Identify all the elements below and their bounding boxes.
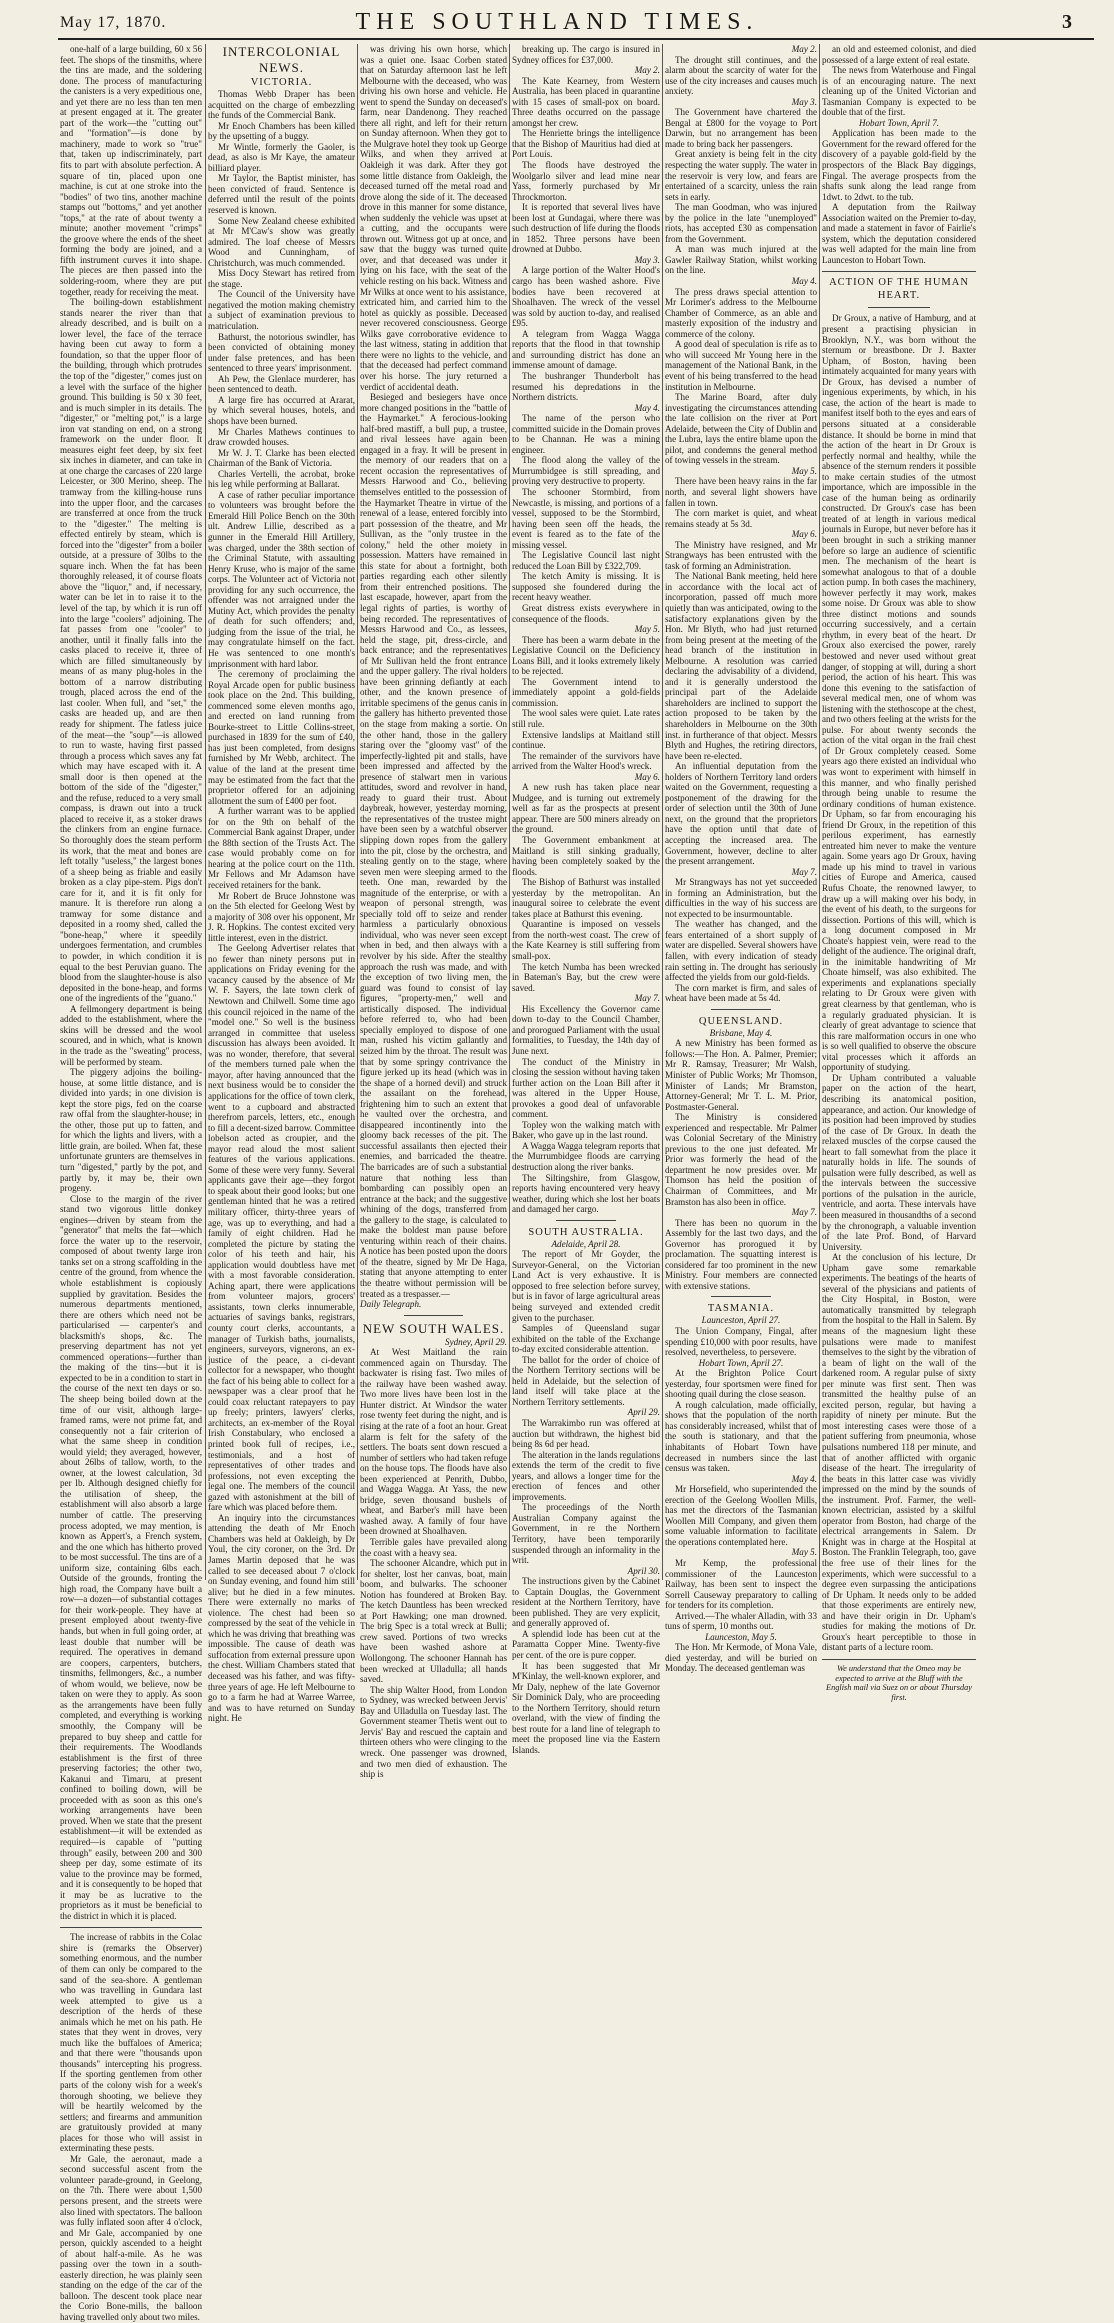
news-item: Mr W. J. T. Clarke has been elected Chairman of the Bank of Victoria. bbox=[208, 447, 355, 469]
news-item: The ketch Amity is missing. It is supposed she foundered during the recent heavy weather. bbox=[512, 571, 660, 603]
article-paragraph: Close to the margin of the river stand two vigorous little donkey engines—driven by steam from the "generator" that melts the fat—which force the water up to the reservoir, composed of about twenty large iron tanks set on a strong scaffolding in the centre of the ground, from whence the whole establishment is copiously supplied by gravitation. Besides the numerous departments mentioned, there are others which need not be particularised — carpenter's and blacksmith's shops, &c. The preserving department has not yet commenced operations—further than the making of the tins—but it is expected to be in a condition to start in the course of the next ten days or so. The sheep being boiled down at the time of our visit, although large-framed rams, were not prime fat, and consequently not a fair criterion of what the same sheep in condition would yield; they averaged, however, about 26lbs of tallow, worth, to the owner, at the lowest calculation, 3d per lb. Although designed chiefly for the utilisation of sheep, the establishment will also absorb a large number of cattle. The preserving process adopted, we may mention, is known as Appert's, a French system, and the one which has hitherto proved to be most successful. The tins are of a uniform size, containing 6lbs each. Outside of the grounds, fronting the high road, the Company have built a row—a dozen—of substantial cottages for their work-people. They have at present employed about twenty-five hands, but when in full going order, at least double that number will be required. The operatives in demand are coopers, carpenters, butchers, tinsmiths, fellmongers, &c., a number of whom would, we believe, now be taken on were they to apply. As soon as the arrangements have been fully completed, and everything is working smoothly, the Company will be prepared to buy sheep and cattle for their requirements. The Woodlands establishment is the first of three preserving factories; the other two, Kakanui and Timaru, at present confined to boiling down, will be proceeded with as soon as this one's working arrangements have been proved. When we state that the present establishment—it will be extended as required—is capable of "putting through" easily, between 200 and 300 sheep per day, some estimate of its value to the province may be formed, and it is consequently to be hoped that it may be as lucrative to the proprietors as it must be beneficial to the district in which it is placed. bbox=[60, 1193, 202, 1921]
article-separator bbox=[711, 1296, 772, 1297]
news-item: The bushranger Thunderbolt has resumed his depredations in the Northern districts. bbox=[512, 370, 660, 403]
dateline: Brisbane, May 4. bbox=[709, 1027, 773, 1038]
news-item: The corn market is quiet, and wheat remains steady at 5s 3d. bbox=[665, 508, 817, 529]
dateline: April 30. bbox=[627, 1565, 660, 1576]
news-item: The Hon. Mr Kermode, of Mona Vale, died yesterday, and will be buried on Monday. The deceased gentleman was bbox=[665, 1642, 817, 1674]
news-item: A good deal of speculation is rife as to who will succeed Mr Young here in the management of the National Bank, in the event of his being transferred to the head institution in Melbourne. bbox=[665, 339, 817, 392]
article-paragraph: The piggery adjoins the boiling-house, at some little distance, and is divided into yards; in one division is kept the store pigs, fed on the coarse raw offal from the slaughter-house; in the other, those put up to fatten, and for which the lights and livers, with a little grain, are boiled. When fat, these unfortunate grunters are themselves in turn "digested," partly by the pot, and partly by, it may be, their own progeny. bbox=[60, 1067, 202, 1194]
news-item: It has been suggested that Mr M'Kinlay, the well-known explorer, and Mr Daly, nephew of the late Governor Sir Dominick Daly, who are proceeding to the Northern Territory, should return overland, with the view of finding the best route for a land line of telegraph to meet the proposed line via the Eastern Islands. bbox=[512, 1660, 660, 1755]
news-item: breaking up. The cargo is insured in Sydney offices for £37,000. bbox=[512, 44, 660, 65]
news-item: Arrived.—The whaler Alladin, with 33 tuns of sperm, 10 months out. bbox=[665, 1610, 817, 1632]
dateline: May 4. bbox=[791, 276, 817, 287]
column-divider bbox=[509, 44, 510, 1580]
dateline: Hobart Town, April 27. bbox=[698, 1357, 784, 1368]
news-item: The man Goodman, who was injured by the police in the late "unemployed" riots, has accepted £30 as compensation from the Government. bbox=[665, 202, 817, 244]
article-separator bbox=[60, 1927, 202, 1928]
news-item: The proceedings of the North Australian Company against the Government, in re the Northern Territory, have been temporarily suspended through an informality in the writ. bbox=[512, 1502, 660, 1566]
column-6 bbox=[822, 44, 976, 1702]
news-item: The Geelong Advertiser relates that no fewer than ninety persons put in applications on Friday evening for the vacancy caused by the absence of Mr W. F. Sayers, the late town clerk of Newtown and Chilwell. Some time ago this council rejoiced in the name of the "model one." So well is the business arranged in committee that useless discussion has always been avoided. It was no wonder, therefore, that several of the members turned pale when the mayor, after having announced that the next business would be to consider the applications for the office of town clerk, went to a cupboard and abstracted therefrom parcels, letters, etc., enough to fill a decent-sized barrow. Committee lobelson acted as croupier, and the mayor read aloud the most salient features of the various applications. Some of these were very funny. Several applicants gave their age—they forgot to speak about their good looks; but one gentleman hinted that he was a retired military officer, thirty-three years of age, was up to everything, and had a family of eight children. Had he completed the picture by stating the color of his teeth and hair, his application would doubtless have met with a most favorable consideration. Aching apart, there were applications from volunteer majors, grocers' assistants, town clerks innumerable, actuaries of savings banks, registrars, county court clerks, accountants, a manager of Turkish baths, journalists, engineers, surveyors, vignerons, an ex-justice of the peace, a ci-devant collector for a newspaper, who thought the fact of his being able to collect for a newspaper was a clear proof that he could coax reluctant ratepayers to pay up freely; printers, lawyers' clerks, architects, an ex-member of the Royal Irish Constabulary, who enclosed a printed book full of recipes, i.e., testimonials, and a host of representatives of other trades and professions, not even excepting the legal one. The members of the council gazed with astonishment at the bill of fare which was placed before them. bbox=[208, 943, 355, 1513]
dateline: May 3. bbox=[634, 254, 660, 265]
section-heading: QUEENSLAND. bbox=[698, 1015, 784, 1027]
news-item: A splendid lode has been cut at the Paramatta Copper Mine. Twenty-five per cent. of the ore is pure copper. bbox=[512, 1628, 660, 1661]
news-item: The Warrakimbo run was offered at auction but withdrawn, the highest bid being 8s 6d per head. bbox=[512, 1418, 660, 1450]
column-1 bbox=[60, 44, 202, 2323]
dateline: May 7. bbox=[791, 1207, 817, 1218]
news-item: Besieged and besiegers have once more changed positions in the "battle of the Haymarket." A ferocious-looking half-bred mastiff, a bull pup, a trustee, and rival lessees have again been engaged in a fray. It will be present in the memory of our readers that on a recent occasion the representatives of Messrs Harwood and Co., believing themselves entitled to the possession of the Haymarket Theatre in virtue of the renewal of a lease, entered forcibly into part possession of the theatre, and Mr Sullivan, as the "only trustee in the colony," held the other moiety in possession. Matters have remained in this state for about a fortnight, both parties regarding each other silently from their entrenched positions. The last escapade, however, apart from the legal rights of parties, is worthy of being recorded. The representatives of Messrs Harwood and Co., as lessees, held the stage, pit, dress-circle, and back entrance; and the representatives of Mr Sullivan held the front entrance and the upper gallery. The rival holders have been grinning defiantly at each other, and the known presence of irritable specimens of the genus canis in the gallery has hitherto prevented those on the stage from making a sortie. On the other hand, those in the gallery staring over the "gloomy vast" of the imperfectly-lighted pit and stalls, have been impressed and affected by the presence of stalwart men in various attitudes, sword and revolver in hand, ready to guard their trust. About daybreak, however, yesterday morning, the representatives of the trustee might have been seen by a watchful observer slipping down ropes from the gallery into the pit, close by the orchestra, and stealing gently on to the stage, where seven men were sleeping armed to the teeth. One man, rewarded by the magnitude of the enterprise, or with a weapon of personal strength, was specially told off to seize and render harmless a particularly obnoxious individual, who was never seen except when in bed, and then always with a revolver by his side. After the stealthy approach the rush was made, and with the exception of two living men, the guard was found to consist of lay figures, "property-men," well and artistically disposed. The individual before referred to, who had been specially employed to dispose of one man, rushed his victim gallantly and seized him by the throat. The result was that by some springy contrivance the figure jerked up its head (which was in the shape of a horned devil) and struck the assailant on the forehead, frightening him to such an extent that he vaulted over the orchestra, and disappeared incontinently into the gloomy back recesses of the pit. The successful assailants then ejected their enemies, and barricaded the theatre. The barricades are of such a substantial nature that nothing less than bombarding can possibly open an entrance at the back; and the suggestive whining of the dogs, transferred from the gallery to the stage, is calculated to make the boldest man pause before venturing within reach of their chains. A notice has been posted upon the doors of the theatre, signed by Mr De Haga, stating that anyone attempting to enter the theatre without permission will be treated as a trespasser.— bbox=[360, 392, 507, 1299]
news-item: Mr Wintle, formerly the Gaoler, is dead, as also is Mr Kaye, the amateur billiard player. bbox=[208, 141, 355, 173]
article-separator bbox=[868, 307, 930, 308]
news-item: There have been heavy rains in the far north, and several light showers have fallen in town. bbox=[665, 476, 817, 508]
article-separator bbox=[822, 1659, 976, 1660]
dateline: Sydney, April 29. bbox=[445, 1336, 507, 1347]
newspaper-title: THE SOUTHLAND TIMES. bbox=[355, 9, 759, 35]
dateline: May 2. bbox=[791, 44, 817, 54]
news-item: The National Bank meeting, held here in accordance with the local act of incorporation, passed off much more quietly than was anticipated, owing to the satisfactory explanations given by the Hon. Mr Blyth, who had just returned from being present at the meeting of the head branch of the institution in Melbourne. A resolution was carried declaring the advisability of a dividend, and it is generally understood the principal part of the Adelaide shareholders are inclined to support the action proposed to be taken by the shareholders in Melbourne on the 30th inst. in furtherance of that object. Messrs Blyth and Hughes, the retiring directors, have been re-elected. bbox=[665, 571, 817, 761]
section-heading: ACTION OF THE HUMAN HEART. bbox=[829, 277, 969, 302]
column-4 bbox=[512, 44, 660, 1755]
news-item: A further warrant was to be applied for on the 9th on behalf of the Commercial Bank against Draper, under the 88th section of the Trusts Act. The case would probably come on for hearing at the police court on the 11th. Mr Fellows and Mr Adamson have received retainers for the bank. bbox=[208, 806, 355, 891]
news-item: The corn market is firm, and sales of wheat have been made at 5s 4d. bbox=[665, 982, 817, 1004]
column-divider bbox=[662, 44, 663, 1580]
news-item: The alteration in the lands regulations extends the term of the credit to five years, and allows a longer time for the erection of fences and other improvements. bbox=[512, 1449, 660, 1502]
news-item: The schooner Alcandre, which put in for shelter, lost her canvas, boat, main boom, and bulwarks. The schooner Notion has foundered at Broken Bay. The ketch Dauntless has been wrecked at Port Hawking; one man drowned. The brig Spec is a total wreck at Bulli; crew saved. Portions of two wrecks have been washed ashore at Wollongong. The schooner Hannah has been wrecked at Ulladulla; all hands saved. bbox=[360, 1558, 507, 1685]
news-item: Topley won the walking match with Baker, who gave up in the last round. bbox=[512, 1119, 660, 1141]
news-item: Terrible gales have prevailed along the coast with a heavy sea. bbox=[360, 1537, 507, 1558]
news-item: The ketch Numba has been wrecked in Bateman's Bay, but the crew were saved. bbox=[512, 961, 660, 993]
news-item: The Council of the University have negatived the motion making chemistry a subject of examination previous to matriculation. bbox=[208, 289, 355, 332]
dateline: May 7. bbox=[791, 866, 817, 877]
news-item: A deputation from the Railway Association waited on the Premier to-day, and made a statement in favor of Fairlie's system, which the deputation considered was well adapted for the main line from Launceston to Hobart Town. bbox=[822, 202, 976, 265]
news-item: A large fire has occurred at Ararat, by which several houses, hotels, and shops have been burned. bbox=[208, 394, 355, 426]
news-item: The Government have chartered the Bengal at £800 for the voyage to Port Darwin, but no arrangement has been made to bring back her passengers. bbox=[665, 107, 817, 149]
news-item: A case of rather peculiar importance to volunteers was brought before the Emerald Hill Police Bench on the 30th ult. Andrew Lillie, described as a gunner in the Emerald Hill Artillery, was charged, under the 38th section of the Criminal Statute, with assaulting Henry Kruse, who is major of the same corps. The Volunteer act of Victoria not providing for any such occurrence, the offender was not arraigned under the Mutiny Act, which provides the penalty of death for such offenders; and, judging from the issue of the trial, he may congratulate himself on the fact. He was sentenced to one month's imprisonment with hard labor. bbox=[208, 489, 355, 669]
news-item: The wool sales were quiet. Late rates still rule. bbox=[512, 708, 660, 729]
section-heading: TASMANIA. bbox=[707, 1303, 775, 1315]
news-item: The weather has changed, and the fears entertained of a short supply of water are dispelled. Several showers have fallen, with every indication of steady rain setting in. The drought has seriously affected the yields from our gold-fields. bbox=[665, 919, 818, 983]
news-item: Bathurst, the notorious swindler, has been convicted of obtaining money under false pretences, and has been sentenced to three years' imprisonment. bbox=[208, 331, 355, 374]
dateline: May 5. bbox=[791, 465, 817, 476]
dateline: May 2. bbox=[634, 65, 660, 76]
news-item: Mr Kemp, the professional commissioner of the Launceston Railway, has been sent to inspect the Sorrell Causeway preparatory to calling for tenders for its completion. bbox=[665, 1558, 817, 1611]
news-item: The drought still continues, and the alarm about the scarcity of water for the use of the city increases and causes much anxiety. bbox=[665, 54, 817, 97]
article-paragraph: The boiling-down establishment stands nearer the river than that already described, and is built on a lower level, the face of the terrace having been cut away to form a foundation, so that the upper floor of the building, through which protrudes the top of the "digester," comes just on a level with the surface of the higher ground. This building is 50 x 30 feet, and is much simpler in its details. The "digester," or "melting pot," is a large iron vat standing on end, on a strong framework on the under floor. It measures eight feet deep, by six feet six inches in diameter, and can take in at one charge the carcases of 220 large Leicester, or 300 Merino, sheep. The tramway from the killing-house runs into the upper floor, and the carcases are transferred at once from the truck to the "digester." The melting is effected entirely by steam, which is forced into the "digester" from a boiler outside, at a pressure of 30lbs to the square inch. When the fat has been thoroughly released, it of course floats above the "liquor," and, if necessary, water can be let in to raise it to the level of the tap, by which it is run off into the large "coolers" adjoining. The fat passes from one "cooler" to another, until it finally falls into the casks placed to receive it, three of which are filled simultaneously by means of as many plug-holes in the bottom of a narrow distributing trough, placed across the end of the last cooler. When full, and "set," the casks are headed up, and are then ready for shipment. The fatless juice of the meat—the "soup"—is allowed to run to waste, having first passed through a process which saves any fat which may have escaped with it. A small door is then opened at the bottom of the side of the "digester," and the refuse, reduced to a very small compass, is drawn out into a truck placed to receive it, as a stoker draws the clinkers from an engine furnace. So thoroughly does the steam perform its work, that the meat and bones are left totally "useless," the largest bones of a sheep being as friable and easily broken as a clay pipe-stem. Pigs don't care for it, and it is fit only for manure. It is therefore run along a tramway for some distance and deposited in a roomy shed, called the "bone-heap," where it speedily undergoes fermentation, and crumbles to powder, in which condition it is equal to the best Peruvian guano. The blood from the slaughter-house is also deposited in the bone-heap, and forms one of the ingredients of the "guano." bbox=[60, 297, 202, 1004]
news-item: Mr Charles Mathews continues to draw crowded houses. bbox=[208, 426, 355, 448]
news-item: The news from Waterhouse and Fingal is of an encouraging nature. The next cleaning up of the United Victorian and Tasmanian Company is expected to be double that of the first. bbox=[822, 65, 976, 118]
news-item: Thomas Webb Draper has been acquitted on the charge of embezzling the funds of the Commercial Bank. bbox=[208, 89, 355, 121]
article-paragraph: one-half of a large building, 60 x 56 feet. The shops of the tinsmiths, where the tins are made, and the soldering done. The process of manufacturing the canisters is a very expeditious one, and yet there are no less than ten men at present engaged at it. The greater part of the work—the "cutting out" and "formation"—is done by machinery, made to work so "true" that, taken up indiscriminately, part fits to part with absolute perfection. A square of tin, placed upon one machine, is cut at one stroke into the "bodies" of two tins, another machine stamps out "bottoms," and yet another "tops," at the rate of about twenty a minute; another movement "crimps" the groove where the ends of the sheet forming the body are joined, and a fifth instrument curves it into shape. The pieces are then passed into the soldering-room, where they are put together, ready for receiving the meat. bbox=[60, 44, 202, 297]
dateline: May 7. bbox=[634, 993, 660, 1004]
dateline: Launceston, May 5. bbox=[705, 1631, 777, 1642]
news-item: The ship Walter Hood, from London to Sydney, was wrecked between Jervis' Bay and Ulladulla on Tuesday last. The Government steamer Thetis went out to Jervis' Bay and rescued the captain and thirteen others who were clinging to the wreck. One passenger was drowned, and two men died of exhaustion. The ship is bbox=[360, 1684, 507, 1780]
news-item: The ceremony of proclaiming the Royal Arcade open for public business took place on the 2nd. This building, commenced some eleven months ago, and erected on land running from Bourke-street to Little Collins-street, purchased in 1839 for the sum of £40, has just been completed, from designs furnished by Mr Webb, architect. The value of the land at the present time may be estimated from the fact that the proprietor offered for an adjoining allotment the sum of £400 per foot. bbox=[208, 669, 355, 806]
news-item: The report of Mr Goyder, the Surveyor-General, on the Victorian Land Act is very exhaustive. It is opposed to free selection before survey, but is in favor of large agricultural areas being surveyed and extended credit given to the purchaser. bbox=[512, 1249, 660, 1323]
news-item: Charles Vertelli, the acrobat, broke his leg while performing at Ballarat. bbox=[208, 468, 355, 490]
news-item: Mr Taylor, the Baptist minister, has been convicted of fraud. Sentence is deferred until the result of the points reserved is known. bbox=[208, 173, 355, 216]
article-paragraph: Dr Upham contributed a valuable paper on the action of the heart, describing its anatomical position, appearance, and action. Our knowledge of its position had been improved by studies of the case of Dr Groux. In death the relaxed muscles of the corpse caused the heart to fall somewhat from the place it naturally holds in life. The sounds of pulsation were fully described, as well as the intervals between the successive portions of the pulsation in the auricle, ventricle, and aorta. These intervals have been measured in thousandths of a second by the chronograph, a valuable invention of the late Prof. Bond, of Harvard University. bbox=[822, 1072, 976, 1252]
news-item: The ballot for the order of choice of the Northern Territory sections will be held in Adelaide, but the selection of land itself will take place at the Northern Territory settlements. bbox=[512, 1354, 660, 1407]
news-item: It is reported that several lives have been lost at Gundagai, where there was such destruction of life during the floods in 1852. Three persons have been drowned at Dubbo. bbox=[512, 202, 660, 255]
dateline: Adelaide, April 28. bbox=[551, 1238, 621, 1249]
news-item: The Henriette brings the intelligence that the Bishop of Mauritius had died at Port Louis. bbox=[512, 128, 660, 160]
dateline: May 4. bbox=[634, 402, 660, 413]
news-item: Great anxiety is being felt in the city respecting the water supply. The water in the reservoir is very low, and fears are entertained of a scarcity, unless the rain sets in early. bbox=[665, 149, 817, 202]
dateline: May 5. bbox=[634, 624, 660, 635]
masthead bbox=[0, 0, 1114, 40]
news-item: The remainder of the survivors have arrived from the Walter Hood's wreck. bbox=[512, 750, 660, 772]
news-item: A Wagga Wagga telegram reports that the Murrumbidgee floods are carrying destruction along the river banks. bbox=[512, 1140, 660, 1172]
news-item: The Legislative Council last night reduced the Loan Bill by £322,709. bbox=[512, 550, 660, 571]
news-item: The Bishop of Bathurst was installed yesterday by the metropolitan. An inaugural soiree to celebrate the event takes place at Bathurst this evening. bbox=[512, 877, 660, 919]
news-item: At West Maitland the rain commenced again on Thursday. The backwater is rising fast. Two miles of the railway have been washed away. Two more lives have been lost in the Hunter district. At Windsor the water rose twenty feet during the night, and is rising at the rate of a foot an hour. Great alarm is felt for the safety of the settlers. The boats sent down rescued a number of settlers who had taken refuge on the house tops. The floods have also been experienced at Penrith, Dubbo, and Wagga Wagga. At Yass, the new bridge, seven thousand bushels of wheat, and Barber's mill have been washed away. A family of four have been drowned at Shoalhaven. bbox=[360, 1347, 507, 1537]
dateline: May 4. bbox=[791, 1473, 817, 1484]
news-item: Mr Robert de Bruce Johnstone was on the 5th elected for Geelong West by a majority of 308 over his opponent, Mr J. R. Hopkins. The contest excited very little interest, even in the district. bbox=[208, 890, 355, 943]
dateline: April 29. bbox=[627, 1407, 660, 1418]
source-credit: Daily Telegraph. bbox=[360, 1299, 422, 1310]
news-item: Some New Zealand cheese exhibited at Mr M'Caw's show was greatly admired. The loaf cheese of Messrs Wood and Cunningham, of Christchurch, was much commended. bbox=[208, 215, 355, 268]
article-paragraph: Mr Gale, the aeronaut, made a second successful ascent from the volunteer parade-ground, in Geelong, on the 7th. There were about 1,500 persons present, and the streets were also lined with spectators. The balloon was fully inflated soon after 4 o'clock, and Mr Gale, accompanied by one person, quickly ascended to a height of about half-a-mile. As he was passing over the town in a south-easterly direction, he was plainly seen standing on the edge of the car of the balloon. The descent took place near the Corio Bone-mills, the balloon having travelled only about two miles. bbox=[60, 2153, 202, 2323]
news-item: A new rush has taken place near Mudgee, and is turning out extremely well as far as the prospects at present appear. There are 500 miners already on the ground. bbox=[512, 782, 660, 835]
news-item: A rough calculation, made officially, shows that the population of the north has considerably increased, whilst that of the south is stationary, and that the inhabitants of Hobart Town have decreased in numbers since the last census was taken. bbox=[665, 1399, 817, 1474]
article-separator bbox=[556, 1220, 615, 1221]
section-heading: NEW SOUTH WALES. bbox=[362, 1320, 505, 1336]
news-item: The Siltingshire, from Glasgow, reports having encountered very heavy weather, during which she lost her boats and damaged her cargo. bbox=[512, 1172, 660, 1215]
news-item: Mr Enoch Chambers has been killed by the upsetting of a buggy. bbox=[208, 120, 355, 142]
masthead-rule bbox=[58, 38, 1094, 40]
column-divider bbox=[819, 44, 820, 1580]
news-item: Quarantine is imposed on vessels from the north-west coast. The crew of the Kate Kearney is still suffering from small-pox. bbox=[512, 919, 660, 962]
news-item: At the Brighton Police Court yesterday, four sportsmen were fined for shooting quail during the close season. bbox=[665, 1368, 817, 1400]
column-2 bbox=[208, 44, 355, 1724]
news-item: An influential deputation from the holders of Northern Territory land orders waited on the Government, requesting a postponement of the drawing for the order of selection until the 30th of June next, on the ground that the proprietors have the option until that date of accepting the increased area. The Government, however, decline to alter the present arrangement. bbox=[665, 761, 817, 867]
shipping-note: We understand that the Omeo may be expected to arrive at the Bluff with the English mail via Suez on or about Thursday first. bbox=[826, 1663, 972, 1702]
news-item: The Kate Kearney, from Western Australia, has been placed in quarantine with 15 cases of small-pox on board. Three deaths occurred on the passage amongst her crew. bbox=[512, 75, 660, 128]
column-divider bbox=[205, 44, 206, 1580]
section-heading: INTERCOLONIAL NEWS. bbox=[222, 44, 341, 75]
news-item: The flood along the valley of the Murrumbidgee is still spreading, and proving very destructive to property. bbox=[512, 455, 660, 487]
section-subheading: VICTORIA. bbox=[250, 77, 313, 88]
section-heading: SOUTH AUSTRALIA. bbox=[528, 1226, 644, 1238]
news-item: Extensive landslips at Maitland still continue. bbox=[512, 729, 660, 751]
news-item: There has been no quorum in the Assembly for the last two days, and the Governor has prorogued it by proclamation. The squatting interest is considered far too prominent in the new Ministry. Four members are connected with extensive stations. bbox=[665, 1217, 817, 1291]
column-5 bbox=[665, 44, 818, 1674]
news-item: The floods have destroyed the Woolgarlo silver and lead mine near Yass, formerly purchased by Mr Throckmorton. bbox=[512, 160, 660, 202]
dateline: May 3. bbox=[791, 96, 817, 107]
news-item: Application has been made to the Government for the reward offered for the discovery of a payable gold-field by the prospectors of the Black Bay diggings, Fingal. The average prospects from the shafts sunk along the lead range from 1dwt. to 2dwt. to the tub. bbox=[822, 128, 976, 202]
news-item: Miss Docy Stewart has retired from the stage. bbox=[208, 268, 355, 289]
dateline: Launceston, April 27. bbox=[701, 1315, 781, 1326]
column-divider bbox=[357, 44, 358, 1580]
article-paragraph: Dr Groux, a native of Hamburg, and at present a practising physician in Brooklyn, N.Y., was born without the sternum or breastbone. Dr J. Baxter Upham, of Boston, having been intimately acquainted for many years with Dr Groux, has devised a number of ingenious experiments, by which, in his case, the action of the heart is made to manifest itself both to the eyes and ears of persons situated at a considerable distance. It should be borne in mind that the action of the heart in Dr Groux is perfectly normal and healthy, while the absence of the sternum renders it possible to make certain studies of the utmost importance, which are impossible in the case of the human being as ordinarily constructed. Dr Groux's case has been treated of at length in various medical journals in Europe, but never before has it been brought in such a striking manner before so large an audience of scientific men. The mechanism of the heart is somewhat analogous to that of a double action pump. In both cases the machinery, however perfectly it may work, makes some noise. Dr Groux was able to show three distinct motions and sounds occurring successively, and a certain rhythm, in every beat of the heart. Dr Groux also exercised the power, rarely bestowed and never used without great danger, of stopping at will, during a short period, the action of his heart. This was done this evening to the satisfaction of several medical men, one of whom was listening with the stethoscope at the chest, and two others feeling at the wrists for the pulse. For about twenty seconds the action of the vital organ in the frail chest of Dr Groux completely ceased. Some years ago there existed an individual who was wont to experiment with himself in this manner, and who finally perished through being unable to resume the ordinary conditions of human existence. Dr Upham, so far from encouraging his friend Dr Groux, in the repetition of this perilous experiment, has earnestly entreated him never to make the venture again. Some years ago Dr Groux, having made up his mind to travel in various cities of Europe and America, caused Rufus Choate, the renowned lawyer, to draw up a will making over his body, in the event of his death, to the surgeons for dissection. Portions of this will, which is a long document composed in Mr Choate's happiest vein, were read to the delight of the audience. The original draft, in the inimitable handwriting of Mr Choate himself, was also exhibited. The experiments and explanations specially relating to Dr Groux were given with great clearness by that gentleman, who is a regularly graduated physician. It is clearly of great advantage to science that this rare malformation occurs in one who is so well qualified to observe the obscure vital processes which it affords an opportunity of studying. bbox=[822, 313, 976, 1073]
article-paragraph: The increase of rabbits in the Colac shire is (remarks the Observer) something enormous, and the number of them can only be compared to the sand of the sea-shore. A gentleman who was travelling in Gundara last week attempted to give us a description of the herds of these animals which he met on his path. He states that they went in droves, very much like the buffaloes of America; and that there were "thousands upon thousands" intercepting his progress. If the sporting gentlemen from other parts of the colony wish for a week's thorough shooting, we believe they will be heartily welcomed by the settlers; and firearms and ammunition are gratuitously provided at many places for those who will assist in exterminating these pests. bbox=[60, 1932, 202, 2154]
news-item: A new Ministry has been formed as follows:—The Hon. A. Palmer, Premier; Mr R. Ramsay, Treasurer; Mr Walsh, Minister of Public Works; Mr Thomson, Minister of Lands; Mr Bramston, Attorney-General; Mr T. L. M. Prior, Postmaster-General. bbox=[665, 1038, 817, 1112]
article-paragraph: A fellmongery department is being added to the establishment, where the skins will be dressed and the wool scoured, and in which, what is known in the trade as the "sweating" process, will be performed by steam. bbox=[60, 1003, 202, 1067]
news-item: The Marine Board, after duly investigating the circumstances attending the late collision on the river at Port Adelaide, between the City of Dublin and the Lubra, lays the entire blame upon the pilot, and condemns the general method of towing vessels in the stream. bbox=[665, 392, 817, 466]
news-item: A man was much injured at the Gawler Railway Station, whilst working on the line. bbox=[665, 244, 817, 276]
news-item: The press draws special attention to Mr Lorimer's address to the Melbourne Chamber of Commerce, as an able and masterly exposition of the industry and commerce of the colony. bbox=[665, 286, 817, 339]
news-item: Great distress exists everywhere in consequence of the floods. bbox=[512, 602, 660, 624]
news-item: There has been a warm debate in the Legislative Council on the Deficiency Loans Bill, and it looks extremely likely to be rejected. bbox=[512, 634, 660, 677]
page-number: 3 bbox=[1062, 11, 1072, 33]
news-item: Mr Strangways has not yet succeeded in forming an Administration, but the difficulties in the way of his success are not expected to be insurmountable. bbox=[665, 877, 817, 919]
dateline: May 6. bbox=[791, 529, 817, 540]
news-item: The schooner Stormbird, from Newcastle, is missing, and portions of a vessel, supposed to be the Stormbird, having been seen off the heads, the event is feared as to the fate of the missing vessel. bbox=[512, 486, 660, 550]
news-item: The Government intend to immediately appoint a gold-fields commission. bbox=[512, 676, 660, 708]
news-item: The conduct of the Ministry in closing the session without having taken further action on the Loan Bill after it was altered in the Upper House, provokes a good deal of unfavorable comment. bbox=[512, 1056, 660, 1120]
news-item: an old and esteemed colonist, and died possessed of a large extent of real estate. bbox=[822, 44, 976, 65]
news-item: His Excellency the Governor came down to-day to the Council Chamber, and prorogued Parliament with the usual formalities, to Tuesday, the 14th day of June next. bbox=[512, 1003, 660, 1056]
news-item: The Government embankment at Maitland is still sinking gradually, having been completely soaked by the floods. bbox=[512, 835, 660, 877]
news-item: The Ministry have resigned, and Mr Strangways has been entrusted with the task of forming an Administration. bbox=[665, 539, 817, 571]
article-separator bbox=[711, 1009, 772, 1010]
article-separator bbox=[404, 1315, 463, 1316]
news-item: The instructions given by the Cabinet to Captain Douglas, the Government resident at the Northern Territory, have been published. They are very explicit, and generally approved of. bbox=[512, 1576, 660, 1629]
news-item: The Union Company, Fingal, after spending £10,000 with poor results, have resolved, nevertheless, to persevere. bbox=[665, 1325, 817, 1358]
news-item: The name of the person who committed suicide in the Domain proves to be Channan. He was a mining engineer. bbox=[512, 413, 660, 455]
dateline: Hobart Town, April 7. bbox=[858, 117, 940, 128]
news-item: Mr Horsefield, who superintended the erection of the Geelong Woollen Mills, has met the directors of the Tasmanian Woollen Mill Company, and given them some valuable information to facilitate the operations contemplated here. bbox=[665, 1484, 817, 1547]
news-item: Samples of Queensland sugar exhibited on the table of the Exchange to-day excited considerable attention. bbox=[512, 1323, 660, 1355]
news-item: A large portion of the Walter Hood's cargo has been washed ashore. Five bodies have been recovered at Shoalhaven. The wreck of the vessel was sold by auction to-day, and realised £95. bbox=[512, 265, 660, 329]
news-item: was driving his own horse, which was a quiet one. Isaac Corben stated that on Saturday afternoon last he left Melbourne with the deceased, who was driving his own horse and vehicle. He went to spend the Sunday on deceased's farm, near Dandenong. They reached there all right, and left for their return on Sunday afternoon. When they got to the Mulgrave hotel they took up George Wilks, and when they arrived at Oakleigh it was dark. After they got some little distance from Oakleigh, the deceased turned off the metal road and drove along the side of it. The deceased drove in this manner for some distance, when suddenly the vehicle was upset at a cutting, and the occupants were thrown out. Witness got up at once, and saw that the buggy was turned quite over, and that deceased was under it lying on his face, with the seat of the vehicle resting on his back. Witness and Mr Wilks at once went to his assistance, extricated him, and carried him to the hotel as quickly as possible. Deceased never recovered consciousness. George Wilks gave corroborative evidence to the last witness, stating in addition that there were no lights to the vehicle, and that the deceased had perfect command over his horse. The jury returned a verdict of accidental death. bbox=[360, 44, 507, 392]
dateline: May 5. bbox=[791, 1547, 817, 1558]
news-item: The Ministry is considered experienced and respectable. Mr Palmer was Colonial Secretary of the Ministry previous to the one just defeated. Mr Prior was formerly the head of the department he now presides over. Mr Thomson has held the position of Chairman of Committees, and Mr Bramston has also been in office. bbox=[665, 1112, 817, 1207]
news-item: A telegram from Wagga Wagga reports that the flood in that township and surrounding district has done an immense amount of damage. bbox=[512, 328, 660, 371]
column-3 bbox=[360, 44, 507, 1780]
article-separator bbox=[822, 271, 976, 272]
news-item: Ah Pew, the Glenlace murderer, has been sentenced to death. bbox=[208, 373, 355, 395]
dateline: May 6. bbox=[634, 771, 660, 782]
issue-date: May 17, 1870. bbox=[60, 14, 167, 31]
article-paragraph: At the conclusion of his lecture, Dr Upham gave some remarkable experiments. The beatings of the hearts of several of the physicians and patients of the City Hospital, in Boston, were automatically transmitted by telegraph from the hospital to the Hall in Salem. By means of the magnesium light these pulsations were made to manifest themselves to the sight by the vibration of a beam of light on the wall of the darkened room. A regular pulse of sixty per minute was first sent. Then was transmitted the healthy pulse of an excited person, regular, but having a rapidity of ninety per minute. But the most interesting cases were those of a patient suffering from pneumonia, whose pulsations numbered 118 per minute, and that of another afflicted with organic disease of the heart. The irregularity of the beats in this latter case was vividly impressed on the mind by the sounds of the instrument. Prof. Farmer, the well-known electrician, assisted by a skilful operator from Boston, had charge of the electrical arrangements in Salem. Dr Knight was in charge at the Hospital at Boston. The Franklin Telegraph, too, gave the free use of their lines for the experiments, which were successful to a degree even surpassing the anticipations of Dr Upham. It needs only to be added that those experiments are entirely new, and have their origin in Dr. Upham's studies for making the motions of Dr. Groux's heart perceptible to those in distant parts of a lecture room. bbox=[822, 1252, 976, 1653]
news-item: An inquiry into the circumstances attending the death of Mr Enoch Chambers was held at Oakleigh, by Dr Youl, the city coroner, on the 3rd. Dr James Martin deposed that he was called to see deceased about 7 o'clock on Sunday evening, and found him still alive; but he died in a few minutes. There were externally no marks of violence. The chest had been so compressed by the seat of the vehicle in which he was driving that breathing was impossible. The cause of death was suffocation from external pressure upon the chest. William Chambers stated that deceased was his father, and was fifty-three years of age. He left Melbourne to go to a farm he had at Warree Warree, and was to have returned on Sunday night. He bbox=[208, 1512, 355, 1724]
